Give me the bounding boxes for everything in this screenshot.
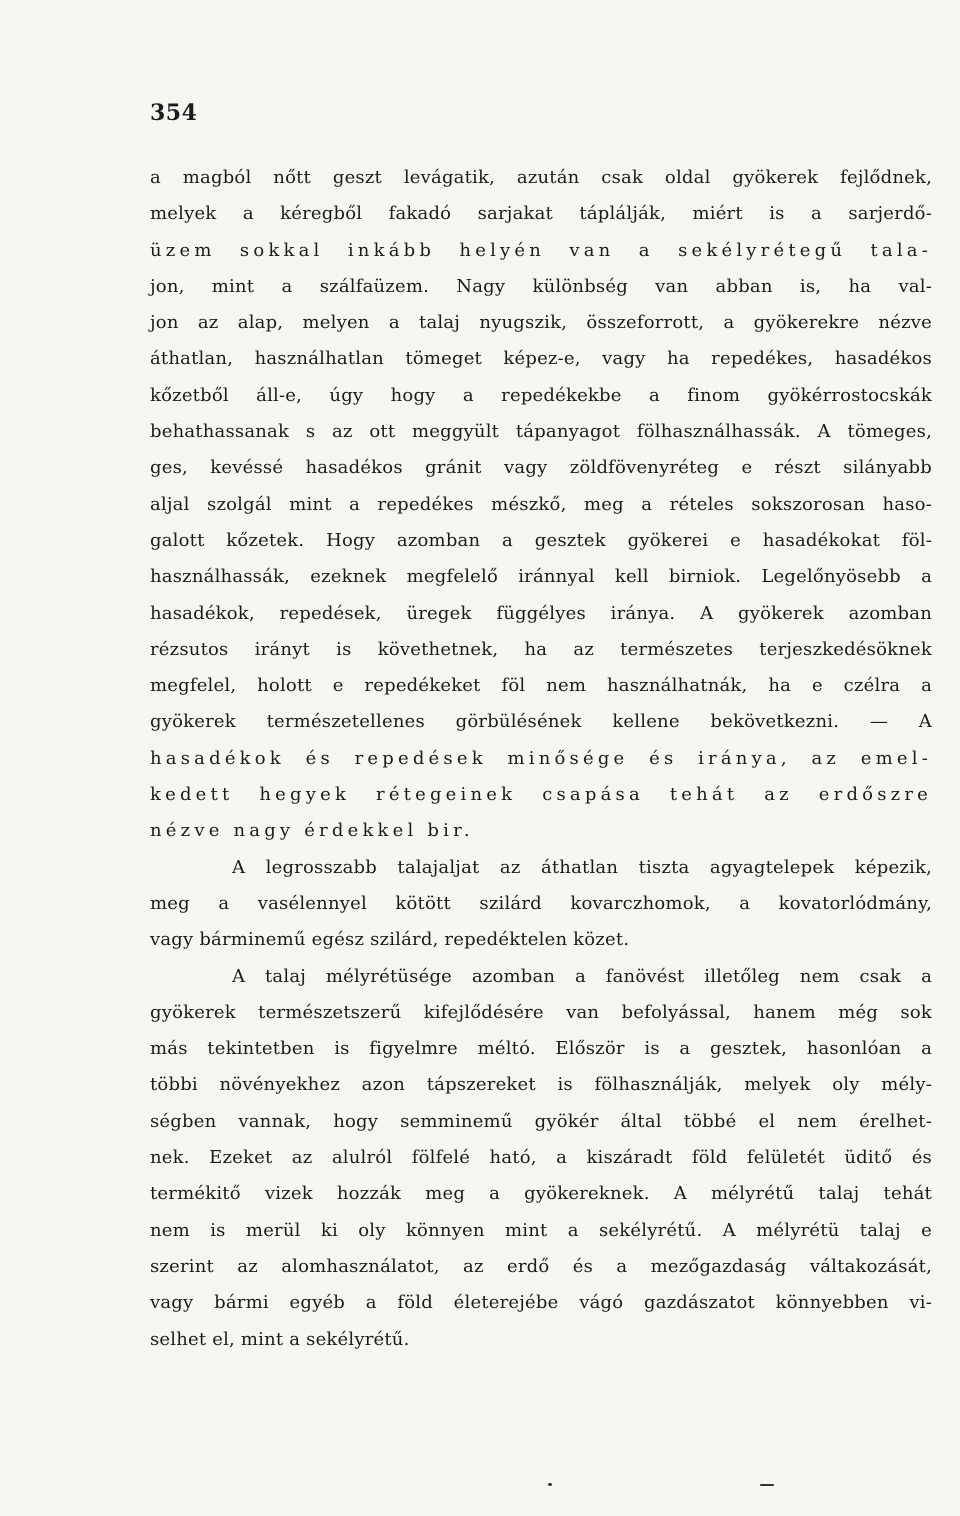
text-line: hasadékok és repedések minősége és iránya, az emel- (150, 747, 932, 769)
text-line: termékitő vizek hozzák meg a gyökereknek. A mélyrétű talaj tehát (150, 1183, 932, 1205)
text-line: nézve nagy érdekkel bir. (150, 820, 474, 842)
text-line: behathassanak s az ott meggyült tápanyagot fölhasználhassák. A tömeges, (150, 421, 932, 443)
text-line: galott kőzetek. Hogy azomban a gesztek gyökerei e hasadékokat föl- (150, 529, 932, 551)
text-line: gyökerek természetellenes görbülésének kellene bekövetkezni. — A (150, 711, 932, 733)
text-line: melyek a kéregből fakadó sarjakat táplálják, miért is a sarjerdő- (150, 203, 932, 225)
page-number: 354 (150, 100, 198, 126)
text-line: nem is merül ki oly könnyen mint a sekélyrétű. A mélyrétü talaj e (150, 1219, 932, 1241)
text-line: vagy bárminemű egész szilárd, repedéktelen közet. (150, 929, 630, 951)
text-line: a magból nőtt geszt levágatik, azután csak oldal gyökerek fejlődnek, (150, 167, 932, 188)
text-line: jon, mint a szálfaüzem. Nagy különbség van abban is, ha val- (150, 275, 932, 297)
text-line: meg a vasélennyel kötött szilárd kovarczhomok, a kovatorlódmány, (150, 892, 932, 914)
text-line: áthatlan, használhatlan tömeget képez-e, vagy ha repedékes, hasadékos (150, 348, 932, 370)
text-line: nek. Ezeket az alulról fölfelé ható, a kiszáradt föld felületét üditő és (150, 1147, 932, 1169)
text-line: vagy bármi egyéb a föld életerejébe vágó gazdászatot könnyebben vi- (150, 1292, 932, 1314)
text-line: üzem sokkal inkább helyén van a sekélyrétegű tala- (150, 239, 932, 261)
text-line: használhassák, ezeknek megfelelő iránnyal kell birniok. Legelőnyösebb a (150, 566, 932, 588)
text-line: más tekintetben is figyelmre méltó. Először is a gesztek, hasonlóan a (150, 1038, 932, 1060)
text-line: jon az alap, melyen a talaj nyugszik, összeforrott, a gyökerekre nézve (150, 312, 932, 334)
text-line: aljal szolgál mint a repedékes mészkő, meg a rételes sokszorosan haso- (150, 493, 932, 515)
text-line: rézsutos irányt is követhetnek, ha az természetes terjeszkedésöknek (150, 638, 932, 660)
text-line: selhet el, mint a sekélyrétű. (150, 1328, 410, 1350)
text-line: kedett hegyek rétegeinek csapása tehát az erdőszre (150, 784, 932, 806)
text-line: kőzetből áll-e, úgy hogy a repedékekbe a finom gyökérrostocskák (150, 384, 932, 406)
text-line: gyökerek természetszerű kifejlődésére van befolyással, hanem még sok (150, 1001, 932, 1023)
body-text (150, 160, 932, 1358)
ink-speck (760, 1484, 774, 1486)
ink-speck (548, 1483, 552, 1486)
text-line: megfelel, holott e repedékeket föl nem használhatnák, ha e czélra a (150, 675, 932, 697)
text-line: többi növényekhez azon tápszereket is fölhasználják, melyek oly mély- (150, 1074, 932, 1096)
text-line: szerint az alomhasználatot, az erdő és a mezőgazdaság váltakozását, (150, 1255, 932, 1277)
text-line: A talaj mélyrétüsége azomban a fanövést illetőleg nem csak a (232, 965, 932, 987)
text-line: ségben vannak, hogy semminemű gyökér által többé el nem érelhet- (150, 1110, 932, 1132)
text-line: hasadékok, repedések, üregek függélyes iránya. A gyökerek azomban (150, 602, 932, 624)
text-line: A legrosszabb talajaljat az áthatlan tiszta agyagtelepek képezik, (232, 856, 932, 878)
text-line: ges, kevéssé hasadékos gránit vagy zöldfövenyréteg e részt silányabb (150, 457, 932, 479)
